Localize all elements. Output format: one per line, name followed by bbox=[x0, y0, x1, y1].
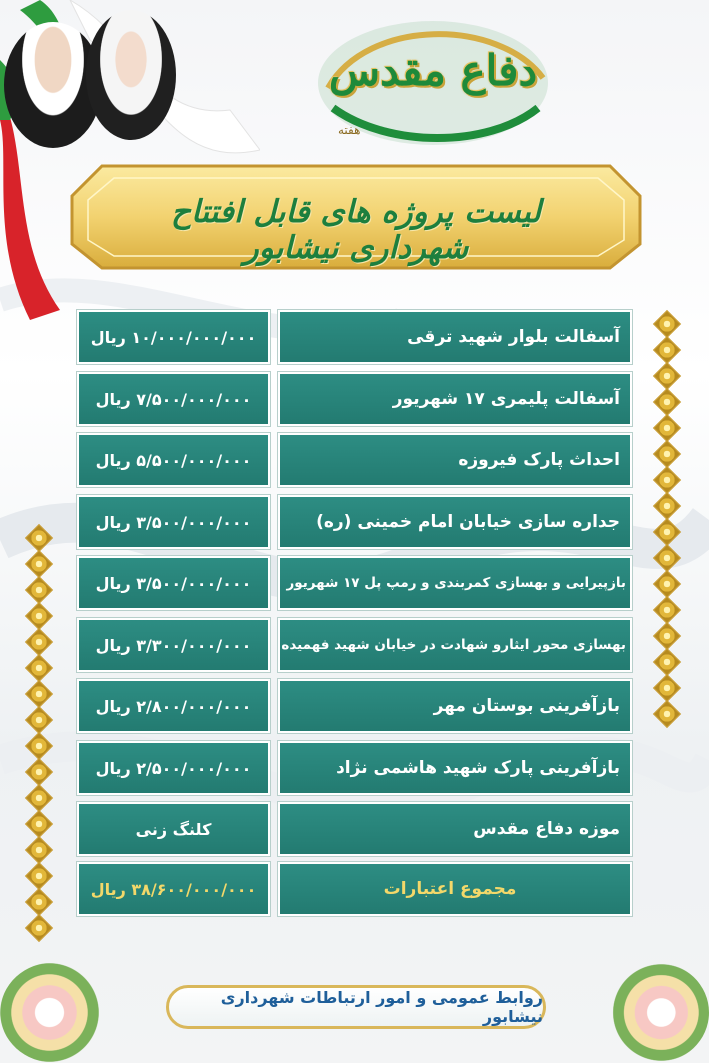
ornament-diamond bbox=[653, 362, 681, 390]
ornament-diamond bbox=[25, 602, 53, 630]
project-name-cell: بازآفرینی بوستان مهر bbox=[278, 679, 632, 733]
ornament-diamond bbox=[25, 862, 53, 890]
ornament-diamond bbox=[653, 388, 681, 416]
total-value-cell: ۳۸/۶۰۰/۰۰۰/۰۰۰ ریال bbox=[77, 862, 270, 916]
footer-text: روابط عمومی و امور ارتباطات شهرداری نیشابور bbox=[220, 988, 543, 1026]
ornament-diamond bbox=[25, 550, 53, 578]
project-value-cell: ۷/۵۰۰/۰۰۰/۰۰۰ ریال bbox=[77, 372, 270, 426]
ornament-diamond bbox=[653, 492, 681, 520]
ornament-diamond bbox=[25, 810, 53, 838]
ornament-diamond bbox=[653, 596, 681, 624]
project-name-cell: آسفالت بلوار شهید ترقی bbox=[278, 310, 632, 364]
ornament-diamond bbox=[25, 706, 53, 734]
project-name-cell: بازپیرایی و بهسازی کمربندی و رمپ پل ۱۷ شهریور bbox=[278, 556, 632, 610]
ornament-diamond bbox=[25, 732, 53, 760]
page-title: لیست پروژه های قابل افتتاح شهرداری نیشابور bbox=[170, 194, 541, 266]
project-value-cell: ۱۰/۰۰۰/۰۰۰/۰۰۰ ریال bbox=[77, 310, 270, 364]
ornament-diamond bbox=[653, 622, 681, 650]
ornament-diamond bbox=[25, 628, 53, 656]
ornament-diamond bbox=[653, 310, 681, 338]
project-value-cell: ۳/۵۰۰/۰۰۰/۰۰۰ ریال bbox=[77, 495, 270, 549]
ornament-diamond bbox=[653, 648, 681, 676]
ornament-diamond bbox=[653, 700, 681, 728]
logo-calligraphy: دفاع مقدس bbox=[328, 46, 538, 95]
project-value-cell: کلنگ زنی bbox=[77, 802, 270, 856]
flower-left bbox=[0, 962, 110, 1063]
ornament-diamond bbox=[653, 414, 681, 442]
project-value-cell: ۵/۵۰۰/۰۰۰/۰۰۰ ریال bbox=[77, 433, 270, 487]
ornament-diamond bbox=[653, 570, 681, 598]
festival-logo bbox=[308, 8, 558, 158]
ornament-right bbox=[652, 314, 682, 730]
ornament-diamond bbox=[25, 758, 53, 786]
logo-caption: هفته bbox=[338, 123, 361, 137]
ornament-diamond bbox=[25, 836, 53, 864]
project-name-cell: آسفالت پلیمری ۱۷ شهریور bbox=[278, 372, 632, 426]
ornament-diamond bbox=[25, 524, 53, 552]
ornament-diamond bbox=[653, 466, 681, 494]
ornament-diamond bbox=[653, 518, 681, 546]
title-banner bbox=[62, 156, 650, 276]
ornament-left bbox=[24, 528, 54, 944]
ornament-diamond bbox=[653, 674, 681, 702]
ornament-diamond bbox=[25, 914, 53, 942]
project-name-cell: موزه دفاع مقدس bbox=[278, 802, 632, 856]
project-value-cell: ۲/۸۰۰/۰۰۰/۰۰۰ ریال bbox=[77, 679, 270, 733]
project-value-cell: ۲/۵۰۰/۰۰۰/۰۰۰ ریال bbox=[77, 741, 270, 795]
project-value-cell: ۳/۵۰۰/۰۰۰/۰۰۰ ریال bbox=[77, 556, 270, 610]
project-name-cell: بهسازی محور ایثارو شهادت در خیابان شهید فهمیده bbox=[278, 618, 632, 672]
flower-right bbox=[603, 962, 709, 1063]
ornament-diamond bbox=[25, 888, 53, 916]
portrait-right bbox=[86, 10, 176, 140]
project-value-cell: ۳/۳۰۰/۰۰۰/۰۰۰ ریال bbox=[77, 618, 270, 672]
project-name-cell: جداره سازی خیابان امام خمینی (ره) bbox=[278, 495, 632, 549]
ornament-diamond bbox=[25, 576, 53, 604]
ornament-diamond bbox=[25, 654, 53, 682]
ornament-diamond bbox=[653, 440, 681, 468]
footer-credit bbox=[166, 985, 546, 1029]
total-label-cell: مجموع اعتبارات bbox=[278, 862, 632, 916]
ornament-diamond bbox=[653, 336, 681, 364]
ornament-diamond bbox=[25, 680, 53, 708]
project-name-cell: احداث پارک فیروزه bbox=[278, 433, 632, 487]
project-name-cell: بازآفرینی پارک شهید هاشمی نژاد bbox=[278, 741, 632, 795]
ornament-diamond bbox=[653, 544, 681, 572]
ornament-diamond bbox=[25, 784, 53, 812]
